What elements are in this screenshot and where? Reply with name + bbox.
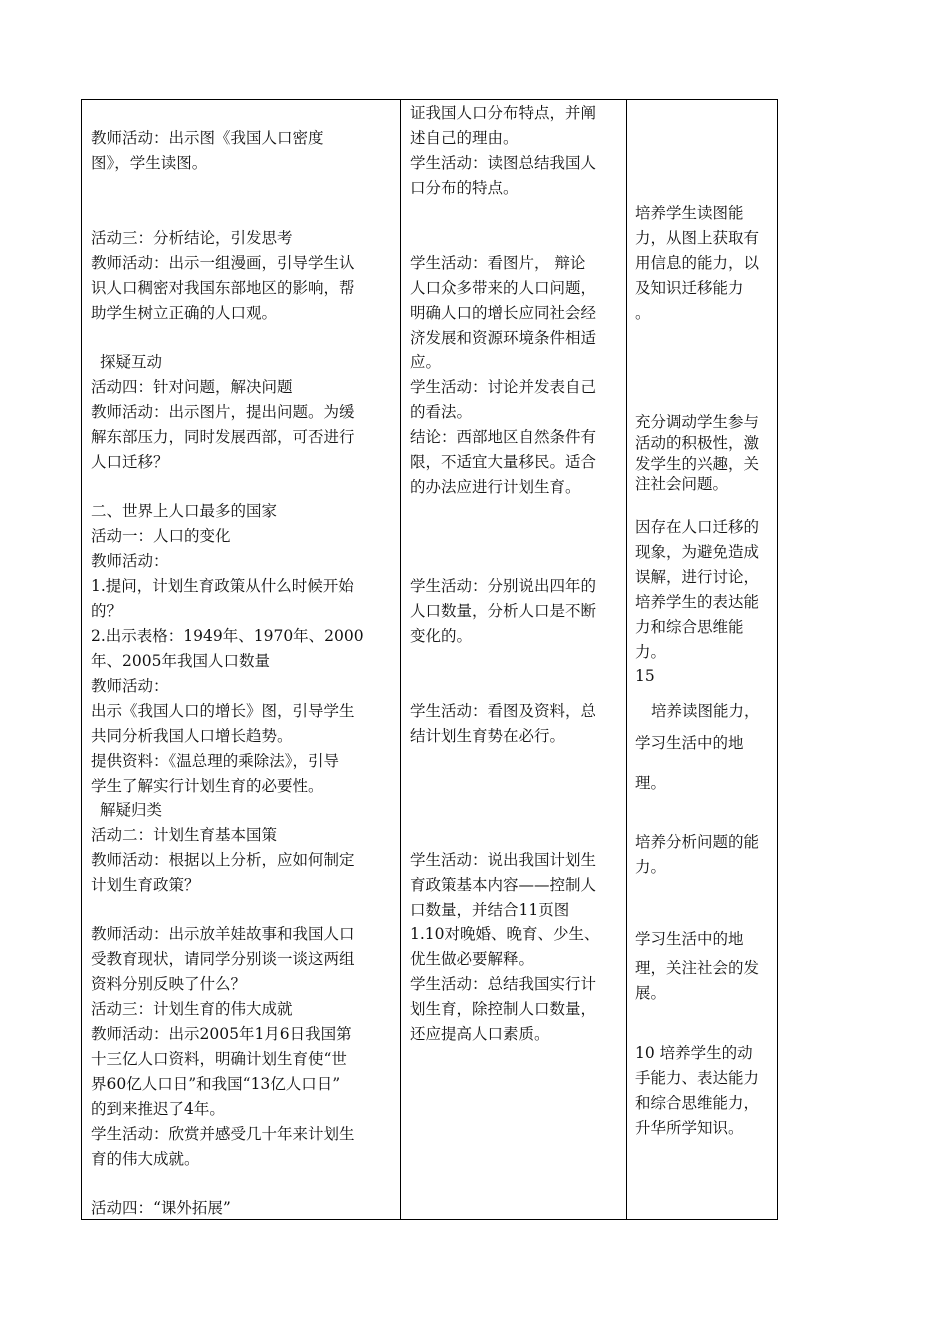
purpose-line: 和综合思维能力，	[635, 1094, 760, 1112]
student-line: 1.10对晚婚、晚育、少生、	[410, 925, 600, 943]
purpose-line: 培养学生读图能	[635, 204, 744, 222]
purpose-line: 误解，进行讨论，	[635, 568, 760, 586]
teacher-line: 教师活动：	[91, 677, 169, 695]
teacher-line: 活动一：人口的变化	[91, 527, 231, 545]
student-line: 结计划生育势在必行。	[410, 727, 566, 745]
section-heading: 探疑互动	[100, 353, 163, 371]
purpose-line: 展。	[635, 984, 667, 1002]
teacher-line: 图》，学生读图。	[91, 154, 208, 172]
teacher-line: 教师活动：出示图《我国人口密度	[91, 129, 324, 147]
teacher-line: 活动四：“课外拓展”	[91, 1199, 231, 1217]
student-line: 育政策基本内容——控制人	[410, 876, 597, 894]
purpose-line: 。	[635, 304, 651, 322]
purpose-line: 手能力、表达能力	[635, 1069, 760, 1087]
purpose-line: 发学生的兴趣，关	[635, 455, 760, 473]
student-line: 人口数量，分析人口是不断	[410, 602, 597, 620]
student-line: 学生活动：总结我国实行计	[410, 975, 597, 993]
student-line: 划生育，除控制人口数量，	[410, 1000, 597, 1018]
teacher-line: 育的伟大成就。	[91, 1150, 200, 1168]
purpose-line: 现象，为避免造成	[635, 543, 760, 561]
student-line: 学生活动：读图总结我国人	[410, 154, 597, 172]
purpose-line: 用信息的能力，以	[635, 254, 760, 272]
purpose-line: 15	[635, 667, 655, 685]
purpose-line: 充分调动学生参与	[635, 413, 760, 431]
student-line: 应。	[410, 353, 442, 371]
teacher-line: 活动三：计划生育的伟大成就	[91, 1000, 293, 1018]
teacher-line: 界60亿人口日”和我国“13亿人口日”	[91, 1075, 341, 1093]
purpose-line: 学习生活中的地	[635, 734, 744, 752]
student-line: 济发展和资源环境条件相适	[410, 329, 597, 347]
purpose-line: 因存在人口迁移的	[635, 518, 760, 536]
purpose-line: 升华所学知识。	[635, 1119, 744, 1137]
student-line: 口数量，并结合11页图	[410, 901, 570, 919]
student-line: 的看法。	[410, 403, 473, 421]
design-intent-column	[627, 100, 777, 1219]
teacher-line: 资料分别反映了什么？	[91, 975, 247, 993]
teacher-line: 教师活动：出示2005年1月6日我国第	[91, 1025, 352, 1043]
student-line: 证我国人口分布特点，并阐	[410, 104, 597, 122]
purpose-line: 活动的积极性，激	[635, 434, 760, 452]
purpose-line: 培养学生的表达能	[635, 593, 760, 611]
teacher-line: 2.出示表格：1949年、1970年、2000	[91, 627, 364, 645]
student-line: 结论：西部地区自然条件有	[410, 428, 597, 446]
section-heading: 二、世界上人口最多的国家	[91, 502, 278, 520]
teacher-line: 受教育现状，请同学分别谈一谈这两组	[91, 950, 355, 968]
teacher-line: 教师活动：出示放羊娃故事和我国人口	[91, 925, 355, 943]
purpose-line: 力。	[635, 858, 667, 876]
purpose-line: 力，从图上获取有	[635, 229, 760, 247]
teacher-line: 活动四：针对问题，解决问题	[91, 378, 293, 396]
teacher-line: 学生活动：欣赏并感受几十年来计划生	[91, 1125, 355, 1143]
purpose-line: 注社会问题。	[635, 475, 729, 493]
teacher-line: 活动三：分析结论，引发思考	[91, 229, 293, 247]
student-line: 优生做必要解释。	[410, 950, 535, 968]
lesson-plan-table	[81, 99, 778, 1220]
teacher-activity-column	[82, 100, 400, 1219]
teacher-line: 十三亿人口资料，明确计划生育使“世	[91, 1050, 347, 1068]
teacher-line: 提供资料：《温总理的乘除法》，引导	[91, 752, 340, 770]
student-line: 学生活动：讨论并发表自己	[410, 378, 597, 396]
student-line: 口分布的特点。	[410, 179, 519, 197]
teacher-line: 学生了解实行计划生育的必要性。	[91, 777, 324, 795]
purpose-line: 10 培养学生的动	[635, 1044, 753, 1062]
teacher-line: 识人口稠密对我国东部地区的影响，帮	[91, 279, 355, 297]
student-line: 述自己的理由。	[410, 129, 519, 147]
purpose-line: 学习生活中的地	[635, 930, 744, 948]
teacher-line: 助学生树立正确的人口观。	[91, 304, 278, 322]
teacher-line: 出示《我国人口的增长》图，引导学生	[91, 702, 355, 720]
teacher-line: 教师活动：出示一组漫画，引导学生认	[91, 254, 355, 272]
teacher-line: 的？	[91, 602, 123, 620]
student-line: 学生活动：看图及资料，总	[410, 702, 597, 720]
student-line: 还应提高人口素质。	[410, 1025, 550, 1043]
teacher-line: 的到来推迟了4年。	[91, 1100, 225, 1118]
teacher-line: 解东部压力，同时发展西部，可否进行	[91, 428, 355, 446]
section-heading: 解疑归类	[100, 801, 163, 819]
student-line: 学生活动：看图片， 辩论	[410, 254, 586, 272]
student-activity-column	[401, 100, 626, 1219]
purpose-line: 力。	[635, 643, 667, 661]
purpose-line: 及知识迁移能力	[635, 279, 744, 297]
purpose-line: 培养读图能力，	[651, 702, 760, 720]
teacher-line: 计划生育政策？	[91, 876, 200, 894]
teacher-line: 年、2005年我国人口数量	[91, 652, 270, 670]
purpose-line: 理。	[635, 774, 667, 792]
teacher-line: 教师活动：	[91, 552, 169, 570]
teacher-line: 1.提问，计划生育政策从什么时候开始	[91, 577, 354, 595]
teacher-line: 教师活动：根据以上分析，应如何制定	[91, 851, 355, 869]
student-line: 的办法应进行计划生育。	[410, 478, 581, 496]
student-line: 变化的。	[410, 627, 473, 645]
student-line: 限，不适宜大量移民。适合	[410, 453, 597, 471]
student-line: 明确人口的增长应同社会经	[410, 304, 597, 322]
teacher-line: 教师活动：出示图片，提出问题。为缓	[91, 403, 355, 421]
purpose-line: 培养分析问题的能	[635, 833, 760, 851]
student-line: 人口众多带来的人口问题，	[410, 279, 597, 297]
student-line: 学生活动：分别说出四年的	[410, 577, 597, 595]
student-line: 学生活动：说出我国计划生	[410, 851, 597, 869]
purpose-line: 力和综合思维能	[635, 618, 744, 636]
teacher-line: 共同分析我国人口增长趋势。	[91, 727, 293, 745]
purpose-line: 理，关注社会的发	[635, 959, 760, 977]
teacher-line: 活动二：计划生育基本国策	[91, 826, 278, 844]
teacher-line: 人口迁移？	[91, 453, 169, 471]
